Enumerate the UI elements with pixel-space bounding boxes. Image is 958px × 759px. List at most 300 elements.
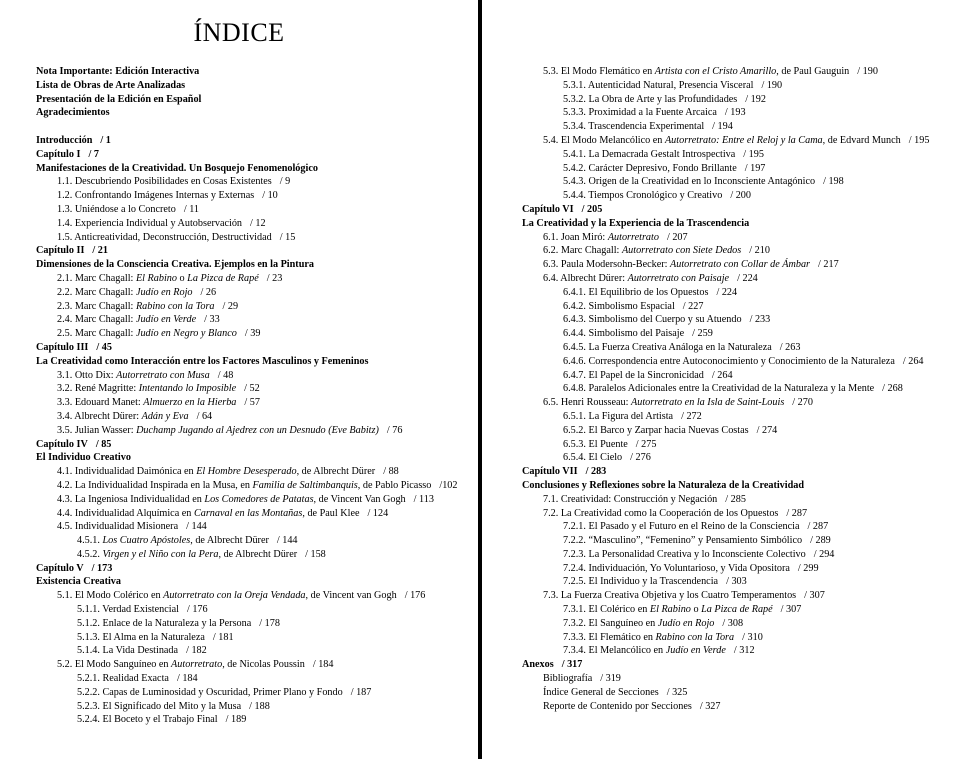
toc-entry[interactable] <box>36 617 476 631</box>
toc-entry[interactable] <box>36 700 476 714</box>
toc-entry[interactable] <box>522 493 956 507</box>
toc-entry-label: 5.1.4. La Vida Destinada <box>77 645 179 657</box>
toc-page-number: /102 <box>439 479 458 491</box>
toc-heading[interactable] <box>36 562 476 576</box>
toc-entry[interactable] <box>522 162 956 176</box>
toc-entry-label: 5.1.2. Enlace de la Naturaleza y la Persona <box>77 617 252 629</box>
toc-page-number: / 308 <box>722 617 744 629</box>
toc-entry-label <box>563 604 773 615</box>
toc-entry-label <box>543 397 784 408</box>
toc-entry[interactable] <box>522 244 956 258</box>
toc-entry[interactable] <box>36 217 476 231</box>
toc-entry[interactable] <box>36 396 476 410</box>
toc-entry-label: La Creatividad y la Experiencia de la Trascendencia <box>522 217 750 229</box>
toc-text: 2.2. Marc Chagall: <box>57 286 136 298</box>
toc-entry-label <box>57 301 215 312</box>
toc-page-number: / 198 <box>823 176 844 188</box>
toc-entry[interactable] <box>36 286 476 300</box>
artwork-title: Judío en Verde <box>135 314 197 326</box>
artwork-title: Autorretrato <box>171 659 223 671</box>
toc-entry[interactable] <box>522 341 956 355</box>
toc-entry-label: 5.2.4. El Boceto y el Trabajo Final <box>77 714 218 726</box>
toc-entry[interactable] <box>522 382 956 396</box>
toc-page-number: / 310 <box>742 631 763 643</box>
toc-page-number: / 197 <box>744 162 766 174</box>
toc-text: 3.5. Julian Wasser: <box>57 424 137 436</box>
toc-entry-label: 5.1.3. El Alma en la Naturaleza <box>77 631 205 643</box>
toc-entry[interactable] <box>36 658 476 672</box>
page-divider <box>478 0 482 759</box>
artwork-title: Rabino con la Tora <box>135 300 215 312</box>
toc-entry-label: 5.3.4. Trascendencia Experimental <box>563 121 705 133</box>
toc-heading[interactable] <box>36 244 476 258</box>
toc-page-number: / 76 <box>386 424 403 436</box>
toc-entry-label <box>543 232 659 243</box>
toc-text: , de Vincent van Gogh <box>305 590 397 602</box>
toc-entry[interactable] <box>36 479 476 493</box>
toc-text: 4.2. La Individualidad Inspirada en la Musa, en <box>57 479 253 491</box>
toc-page-number: / 268 <box>882 383 903 395</box>
toc-entry[interactable] <box>36 272 476 286</box>
toc-entry-label: La Creatividad como Interacción entre los Factores Masculinos y Femeninos <box>36 355 369 367</box>
toc-entry[interactable] <box>36 520 476 534</box>
toc-entry[interactable] <box>522 424 956 438</box>
toc-entry-label <box>543 135 901 146</box>
toc-page-number: / 15 <box>279 231 296 243</box>
toc-page-number: / 176 <box>186 604 208 616</box>
toc-text: 4.3. La Ingeniosa Individualidad en <box>57 493 205 505</box>
toc-entry-label <box>543 259 810 270</box>
toc-text: , de Albrecht Dürer <box>190 535 269 547</box>
toc-page-number: / 12 <box>250 217 266 229</box>
toc-entry-label: 1.2. Confrontando Imágenes Internas y Externas <box>57 190 255 202</box>
toc-entry[interactable] <box>36 631 476 645</box>
toc-entry[interactable] <box>522 313 956 327</box>
toc-entry[interactable] <box>522 644 956 658</box>
toc-entry-label: Lista de Obras de Arte Analizadas <box>36 79 186 91</box>
toc-entry[interactable] <box>36 410 476 424</box>
toc-entry-label <box>57 508 360 519</box>
toc-entry[interactable] <box>522 93 956 107</box>
toc-text: , de Paul Klee <box>302 507 360 519</box>
toc-page-number: / 312 <box>733 645 755 657</box>
toc-page-number: / 195 <box>743 148 764 160</box>
toc-entry-label <box>57 425 379 436</box>
toc-entry-label: 7.2. La Creatividad como la Cooperación de los Opuestos <box>543 507 779 519</box>
toc-page-number: / 187 <box>350 686 372 698</box>
toc-entry[interactable] <box>522 672 956 686</box>
toc-page-number: / 85 <box>95 438 112 450</box>
toc-entry[interactable] <box>522 355 956 369</box>
toc-entry-label: 6.4.4. Simbolismo del Paisaje <box>563 328 685 340</box>
toc-text: , de Nicolas Poussin <box>222 659 305 671</box>
toc-text: 6.4. Albrecht Dürer: <box>543 272 628 284</box>
toc-entry-label: 6.4.8. Paralelos Adicionales entre la Creatividad de la Naturaleza y la Mente <box>563 383 875 395</box>
toc-entry[interactable] <box>522 686 956 700</box>
toc-entry[interactable] <box>522 410 956 424</box>
toc-entry-label: 6.4.6. Correspondencia entre Autoconocimiento y Conocimiento de la Naturaleza <box>563 355 895 367</box>
toc-entry[interactable] <box>36 300 476 314</box>
toc-heading[interactable] <box>36 65 476 79</box>
toc-entry-label: 5.3.1. Autenticidad Natural, Presencia Visceral <box>563 79 754 91</box>
toc-heading[interactable] <box>36 148 476 162</box>
toc-entry[interactable] <box>522 631 956 645</box>
toc-entry-label: 6.4.3. Simbolismo del Cuerpo y su Atuendo <box>563 314 742 326</box>
toc-text: , de Vincent Van Gogh <box>313 493 406 505</box>
toc-text: 6.3. Paula Modersohn-Becker: <box>543 259 671 271</box>
artwork-title: Autorretrato: Entre el Reloj y la Cama <box>664 134 823 146</box>
toc-spacer <box>36 120 476 134</box>
toc-list-left <box>36 65 476 727</box>
artwork-title: Judío en Verde <box>665 645 726 657</box>
toc-heading[interactable] <box>36 341 476 355</box>
toc-entry-label: 7.2.4. Individuación, Yo Voluntarioso, y Vida Opositora <box>563 562 790 574</box>
toc-heading[interactable] <box>36 93 476 107</box>
toc-entry[interactable] <box>522 175 956 189</box>
artwork-title: Carnaval en las Montañas <box>193 507 303 519</box>
toc-entry[interactable] <box>36 507 476 521</box>
toc-text: 7.3.4. El Melancólico en <box>563 645 666 657</box>
toc-page-number: / 113 <box>413 493 434 505</box>
toc-page-number: / 178 <box>259 617 280 629</box>
toc-text: o <box>176 272 188 284</box>
toc-entry-label: 7.2.2. “Masculino”, “Femenino” y Pensamiento Simbólico <box>563 535 803 547</box>
toc-page-number: / 283 <box>585 466 607 478</box>
toc-entry[interactable] <box>522 589 956 603</box>
toc-entry-label: 5.1.1. Verdad Existencial <box>77 604 179 616</box>
toc-text: , de Albrecht Dürer <box>296 466 376 478</box>
toc-entry-label: 5.4.4. Tiempos Cronológico y Creativo <box>563 190 723 202</box>
toc-entry-label <box>543 66 849 77</box>
toc-entry-label: 1.1. Descubriendo Posibilidades en Cosas Existentes <box>57 176 272 188</box>
toc-entry-label <box>57 480 431 491</box>
toc-page-number: / 188 <box>249 700 270 712</box>
toc-page-number: / 88 <box>383 466 399 478</box>
artwork-title: Rabino con la Tora <box>655 631 735 643</box>
toc-entry-label: 6.4.2. Simbolismo Espacial <box>563 300 675 312</box>
toc-entry[interactable] <box>522 438 956 452</box>
toc-entry-label <box>543 273 729 284</box>
toc-entry-label <box>563 618 714 629</box>
toc-entry-label: Capítulo I <box>36 148 81 160</box>
toc-page-number: / 182 <box>186 645 207 657</box>
toc-entry-label: Agradecimientos <box>36 107 110 119</box>
toc-page-number: / 52 <box>244 383 260 395</box>
toc-entry[interactable] <box>522 617 956 631</box>
toc-page-number: / 285 <box>725 493 746 505</box>
artwork-title: Judío en Rojo <box>657 617 715 629</box>
artwork-title: Autorretrato con Paisaje <box>627 272 730 284</box>
toc-heading[interactable] <box>522 465 956 479</box>
toc-entry[interactable] <box>522 120 956 134</box>
toc-entry[interactable] <box>36 465 476 479</box>
toc-text: 3.3. Edouard Manet: <box>57 397 144 409</box>
toc-heading[interactable] <box>36 575 476 589</box>
toc-entry-label: Nota Importante: Edición Interactiva <box>36 66 200 77</box>
artwork-title: Autorretrato con Collar de Ámbar <box>670 259 811 271</box>
toc-entry[interactable] <box>36 493 476 507</box>
toc-text: o <box>690 604 702 616</box>
toc-entry[interactable] <box>36 644 476 658</box>
toc-heading[interactable] <box>36 106 476 120</box>
toc-heading[interactable] <box>36 134 476 148</box>
artwork-title: El Rabino <box>135 272 177 284</box>
toc-entry-label: 5.3.2. La Obra de Arte y las Profundidades <box>563 93 738 105</box>
toc-entry-label <box>57 659 305 670</box>
artwork-title: Duchamp Jugando al Ajedrez con un Desnudo (Eve Babitz) <box>136 424 379 436</box>
artwork-title: El Hombre Desesperado <box>196 466 297 478</box>
toc-entry-label: 7.1. Creatividad: Construcción y Negación <box>543 493 718 505</box>
toc-entry-label: 6.4.5. La Fuerza Creativa Análoga en la Naturaleza <box>563 341 772 353</box>
toc-text: 5.4. El Modo Melancólico en <box>543 134 665 146</box>
toc-heading[interactable] <box>522 217 956 231</box>
toc-entry-label: Dimensiones de la Consciencia Creativa. Ejemplos en la Pintura <box>36 259 314 271</box>
toc-entry[interactable] <box>522 562 956 576</box>
toc-entry[interactable] <box>522 327 956 341</box>
toc-entry[interactable] <box>36 313 476 327</box>
toc-text: 6.5. Henri Rousseau: <box>543 397 631 409</box>
toc-entry[interactable] <box>36 686 476 700</box>
toc-entry[interactable] <box>36 189 476 203</box>
toc-page-number: / 144 <box>186 521 207 533</box>
toc-text: 4.5.1. <box>77 535 103 547</box>
toc-list-right <box>522 65 956 713</box>
toc-page-number: / 263 <box>779 341 801 353</box>
toc-entry[interactable] <box>522 189 956 203</box>
artwork-title: El Rabino <box>649 604 691 616</box>
toc-entry[interactable] <box>36 203 476 217</box>
toc-page-number: / 272 <box>681 410 702 422</box>
artwork-title: Autorretrato con la Oreja Vendada <box>163 590 306 602</box>
toc-heading[interactable] <box>36 451 476 465</box>
toc-text: 5.2. El Modo Sanguíneo en <box>57 659 172 671</box>
toc-text: 2.5. Marc Chagall: <box>57 328 136 340</box>
toc-entry[interactable] <box>522 507 956 521</box>
toc-entry[interactable] <box>36 534 476 548</box>
toc-entry-label <box>77 535 269 546</box>
toc-entry-label <box>57 466 375 477</box>
toc-entry-label: 7.2.3. La Personalidad Creativa y lo Inconsciente Colectivo <box>563 548 806 560</box>
toc-entry[interactable] <box>522 286 956 300</box>
toc-page-number: / 144 <box>276 535 298 547</box>
toc-entry[interactable] <box>36 424 476 438</box>
toc-entry[interactable] <box>36 672 476 686</box>
toc-entry-label: Índice General de Secciones <box>543 686 659 698</box>
toc-entry-label <box>57 273 259 284</box>
artwork-title: Autorretrato en la Isla de Saint-Louis <box>631 397 785 409</box>
toc-page-number: / 33 <box>204 314 220 326</box>
toc-entry-label: 6.5.3. El Puente <box>563 438 628 450</box>
toc-page-number: / 227 <box>682 300 704 312</box>
toc-page-number: / 233 <box>749 314 771 326</box>
toc-entry[interactable] <box>522 548 956 562</box>
toc-entry[interactable] <box>522 451 956 465</box>
toc-page-number: / 45 <box>96 341 112 353</box>
toc-text: 2.3. Marc Chagall: <box>57 300 136 312</box>
toc-entry-label <box>57 314 196 325</box>
toc-entry-label: Conclusiones y Reflexiones sobre la Naturaleza de la Creatividad <box>522 479 805 491</box>
toc-page-number: / 303 <box>726 576 747 588</box>
toc-entry[interactable] <box>522 534 956 548</box>
toc-entry-label <box>57 328 237 339</box>
toc-entry[interactable] <box>522 369 956 383</box>
toc-entry[interactable] <box>36 327 476 341</box>
toc-entry[interactable] <box>522 258 956 272</box>
artwork-title: Adán y Eva <box>141 410 189 422</box>
toc-entry[interactable] <box>522 148 956 162</box>
toc-heading[interactable] <box>36 438 476 452</box>
artwork-title: Almuerzo en la Hierba <box>143 397 237 409</box>
toc-entry-label: 5.2.2. Capas de Luminosidad y Oscuridad, Primer Plano y Fondo <box>77 686 343 698</box>
left-page <box>0 0 478 759</box>
toc-page-number: / 317 <box>561 659 583 671</box>
toc-heading[interactable] <box>36 162 476 176</box>
toc-text: 7.3.1. El Colérico en <box>563 604 650 616</box>
toc-entry-label: El Individuo Creativo <box>36 452 131 464</box>
page-title: ÍNDICE <box>193 18 285 47</box>
toc-page-number: / 307 <box>804 590 825 602</box>
toc-entry-label <box>57 370 210 381</box>
toc-entry[interactable] <box>36 231 476 245</box>
artwork-title: La Pizca de Rapé <box>701 604 773 616</box>
toc-entry[interactable] <box>36 369 476 383</box>
toc-entry[interactable] <box>36 713 476 727</box>
toc-entry-label: Capítulo III <box>36 341 89 353</box>
toc-page-number: / 193 <box>724 107 746 119</box>
toc-text: 3.4. Albrecht Dürer: <box>57 410 142 422</box>
toc-entry[interactable] <box>522 231 956 245</box>
toc-page-number: / 181 <box>212 631 234 643</box>
toc-entry-label <box>57 397 236 408</box>
toc-entry-label: Capítulo V <box>36 562 84 574</box>
toc-entry-label: Capítulo II <box>36 245 85 257</box>
toc-entry-label <box>563 632 734 643</box>
artwork-title: Virgen y el Niño con la Pera <box>102 548 219 560</box>
toc-text: , de Pablo Picasso <box>357 479 432 491</box>
toc-page-number: / 7 <box>88 148 99 160</box>
toc-page-number: / 48 <box>217 369 234 381</box>
toc-entry-label: 6.4.1. El Equilibrio de los Opuestos <box>563 286 709 298</box>
toc-page-number: / 29 <box>222 300 239 312</box>
toc-entry-label: 7.2.1. El Pasado y el Futuro en el Reino de la Consciencia <box>563 521 800 533</box>
toc-entry[interactable] <box>36 589 476 603</box>
toc-entry[interactable] <box>36 382 476 396</box>
toc-page-number: / 176 <box>404 590 426 602</box>
toc-entry-label: 7.3. La Fuerza Creativa Objetiva y los Cuatro Temperamentos <box>543 590 797 602</box>
toc-entry[interactable] <box>522 700 956 714</box>
artwork-title: Los Comedores de Patatas <box>204 493 314 505</box>
toc-page-number: / 10 <box>262 190 278 202</box>
toc-page-number: / 21 <box>92 245 108 257</box>
toc-entry[interactable] <box>522 520 956 534</box>
toc-page-number: / 276 <box>630 452 651 464</box>
toc-entry[interactable] <box>36 548 476 562</box>
toc-entry[interactable] <box>522 65 956 79</box>
toc-heading[interactable] <box>522 479 956 493</box>
toc-heading[interactable] <box>36 355 476 369</box>
toc-page-number: / 287 <box>786 507 808 519</box>
toc-heading[interactable] <box>522 658 956 672</box>
toc-text: 6.1. Joan Miró: <box>543 231 608 243</box>
toc-text: , de Paul Gauguin <box>776 66 850 77</box>
toc-entry-label <box>563 645 726 656</box>
toc-entry-label: 5.3.3. Proximidad a la Fuente Arcaica <box>563 107 717 119</box>
toc-entry-label: 6.5.1. La Figura del Artista <box>563 410 674 422</box>
toc-page-number: / 289 <box>810 535 831 547</box>
toc-page-number: / 26 <box>200 286 217 298</box>
toc-page-number: / 264 <box>902 355 924 367</box>
artwork-title: Familia de Saltimbanquis <box>252 479 358 491</box>
toc-entry-label <box>57 494 406 505</box>
artwork-title: La Pizca de Rapé <box>187 272 259 284</box>
toc-entry-label <box>543 245 741 256</box>
toc-entry-label <box>77 549 297 560</box>
toc-entry[interactable] <box>522 603 956 617</box>
toc-entry[interactable] <box>522 79 956 93</box>
toc-entry[interactable] <box>522 575 956 589</box>
toc-entry-label: Anexos <box>522 659 554 671</box>
toc-entry[interactable] <box>522 300 956 314</box>
toc-entry-label: 5.2.3. El Significado del Mito y la Musa <box>77 700 242 712</box>
toc-entry-label: Reporte de Contenido por Secciones <box>543 700 692 712</box>
toc-page-number: / 124 <box>367 507 389 519</box>
toc-text: 7.3.3. El Flemático en <box>563 631 656 643</box>
toc-page-number: / 327 <box>699 700 721 712</box>
toc-text: 3.1. Otto Dix: <box>57 369 117 381</box>
toc-page-number: / 224 <box>737 272 758 284</box>
toc-entry-label: 6.4.7. El Papel de la Sincronicidad <box>563 369 704 381</box>
toc-page-number: / 294 <box>813 548 835 560</box>
toc-entry-label: 6.5.4. El Cielo <box>563 452 623 464</box>
toc-page-number: / 325 <box>666 686 688 698</box>
toc-page-number: / 200 <box>730 190 751 202</box>
toc-heading[interactable] <box>522 203 956 217</box>
toc-entry-label <box>57 383 236 394</box>
toc-page-number: / 224 <box>716 286 738 298</box>
toc-page-number: / 184 <box>312 659 334 671</box>
toc-entry[interactable] <box>522 134 956 148</box>
toc-text: , de Edvard Munch <box>822 134 901 146</box>
toc-entry[interactable] <box>522 396 956 410</box>
toc-entry-label: 6.5.2. El Barco y Zarpar hacia Nuevas Costas <box>563 424 749 436</box>
toc-page-number: / 11 <box>183 203 200 215</box>
toc-entry-label: 5.4.2. Carácter Depresivo, Fondo Brillante <box>563 162 737 174</box>
toc-page-number: / 39 <box>244 328 261 340</box>
toc-page-number: / 319 <box>600 673 621 685</box>
toc-entry-label: Capítulo VI <box>522 203 574 215</box>
toc-entry-label: 1.4. Experiencia Individual y Autobservación <box>57 217 243 229</box>
toc-page-number: / 173 <box>91 562 113 574</box>
toc-page-number: / 195 <box>908 134 930 146</box>
toc-page-number: / 1 <box>100 134 111 146</box>
toc-entry[interactable] <box>522 106 956 120</box>
toc-page-number: / 64 <box>196 410 213 422</box>
toc-text: 4.1. Individualidad Daimónica en <box>57 466 197 478</box>
toc-entry-label: Capítulo IV <box>36 438 88 450</box>
toc-entry[interactable] <box>36 603 476 617</box>
toc-page-number: / 158 <box>305 548 326 560</box>
toc-entry-label: 1.3. Uniéndose a lo Concreto <box>57 203 176 215</box>
toc-entry[interactable] <box>36 175 476 189</box>
toc-heading[interactable] <box>36 258 476 272</box>
toc-entry-label: Capítulo VII <box>522 466 578 478</box>
toc-entry-label: 4.5. Individualidad Misionera <box>57 521 179 533</box>
toc-entry-label: Presentación de la Edición en Español <box>36 93 202 105</box>
toc-heading[interactable] <box>36 79 476 93</box>
artwork-title: Los Cuatro Apóstoles <box>102 535 191 547</box>
toc-page-number: / 57 <box>244 397 260 409</box>
toc-entry[interactable] <box>522 272 956 286</box>
